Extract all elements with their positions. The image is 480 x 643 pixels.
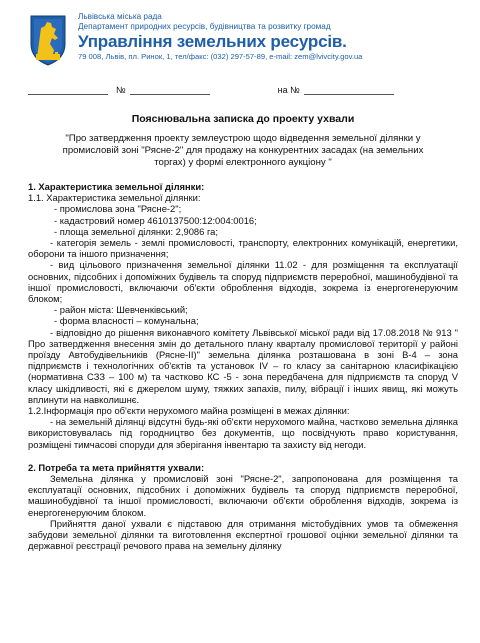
item-executive-decision: - відповідно до рішення виконавчого комітету Львівської міської ради від 17.08.2018 № 913 " Про затвердження внесення змін до детального плану кварталу промислової території у районі проїзду Автобудівельників (Рясне-ІІ)" земельна ділянка розташована в зоні В-4 – зона підприємств і технологічних об'єктів та установок IV – го класу за санітарною класифікацією (нормативна СЗЗ – 100 м) та частково КС -5 - зона передбачена для підприємств та споруд V класу шкідливості, які є джерелом шуму, тяжких запахів, пилу, вібрації і інших явищ, які можуть вплинути на навколишнє. bbox=[28, 326, 458, 405]
reply-to-label: на № bbox=[277, 85, 300, 95]
subsection-1-2: 1.2.Інформація про об'єкти нерухомого майна розміщені в межах ділянки: bbox=[28, 405, 350, 417]
department-name: Департамент природних ресурсів, будівництва та розвитку громад bbox=[78, 22, 331, 31]
item-cadastre: - кадастровий номер 4610137500:12:004:0016; bbox=[54, 214, 257, 226]
section-2-paragraph-1: Земельна ділянка у промисловій зоні "Рясне-2", запропонована для розміщення та експлуатації основних, підсобних і допоміжних будівель та споруд підприємств переробної, машинобудівної та іншої промисловості, включаючи об'єкти оброблення відходів, зокрема із енергогенеруючим блоком. bbox=[28, 473, 458, 518]
letterhead bbox=[28, 12, 458, 66]
lviv-coat-of-arms-icon bbox=[28, 14, 68, 66]
reply-to-blank bbox=[304, 84, 394, 95]
section-land-characteristics bbox=[28, 181, 458, 450]
number-label: № bbox=[116, 85, 126, 95]
document-number-line bbox=[28, 84, 458, 95]
item-ownership: - форма власності – комунальна; bbox=[54, 315, 199, 327]
item-area: - площа земельної ділянки: 2,9086 га; bbox=[54, 225, 218, 237]
number-blank bbox=[130, 84, 210, 95]
section-2-paragraph-2: Прийняття даної ухвали є підставою для отримання містобудівних умов та обмеження забудови земельної ділянки та виготовлення експертної грошової оцінки земельної ділянки та державної реєстрації речового права на земельну ділянку bbox=[28, 517, 458, 552]
date-blank bbox=[28, 84, 108, 95]
document-title: Пояснювальна записка до проекту ухвали bbox=[131, 113, 355, 125]
section-2-heading: 2. Потреба та мета прийняття ухвали: bbox=[28, 461, 205, 473]
item-purpose: - вид цільового призначення земельної ділянки 11.02 - для розміщення та експлуатації основних, підсобних і допоміжних будівель та споруд підприємств переробної, машинобудівної та іншої промисловості, включаючи об'єкти оброблення відходів, зокрема із енергогенеруючим блоком; bbox=[28, 259, 458, 305]
item-property: - на земельній ділянці відсутні будь-які об'єкти нерухомого майна, частково земельна ділянка використовувалась під городництво без документів, що посвідчують право користування, розміщені тимчасові споруди для зберігання інвентарю та захисту від негоди. bbox=[28, 416, 458, 450]
item-zone: - промислова зона "Рясне-2"; bbox=[54, 203, 182, 215]
item-category: - категорія земель - землі промисловості, транспорту, електронних комунікацій, енергетики, оборони та іншого призначення; bbox=[28, 237, 458, 260]
document-subject: "Про затвердження проекту землеустрою щодо відведення земельної ділянки у промисловій зоні "Рясне-2" для продажу на конкурентних засадах (на земельних торгах) у формі електронного аукціону " bbox=[62, 133, 424, 168]
subsection-1-1: 1.1. Характеристика земельної ділянки: bbox=[28, 192, 201, 204]
item-district: - район міста: Шевченківський; bbox=[54, 304, 188, 316]
council-name: Львівська міська рада bbox=[78, 12, 162, 21]
section-1-heading: 1. Характеристика земельної ділянки: bbox=[28, 181, 205, 192]
section-purpose bbox=[28, 462, 458, 552]
office-address: 79 008, Львів, пл. Ринок, 1, тел/факс: (032) 297-57-89, e-mail: zem@lvivcity.gov.ua bbox=[78, 52, 363, 61]
office-title: Управління земельних ресурсів. bbox=[78, 32, 347, 51]
